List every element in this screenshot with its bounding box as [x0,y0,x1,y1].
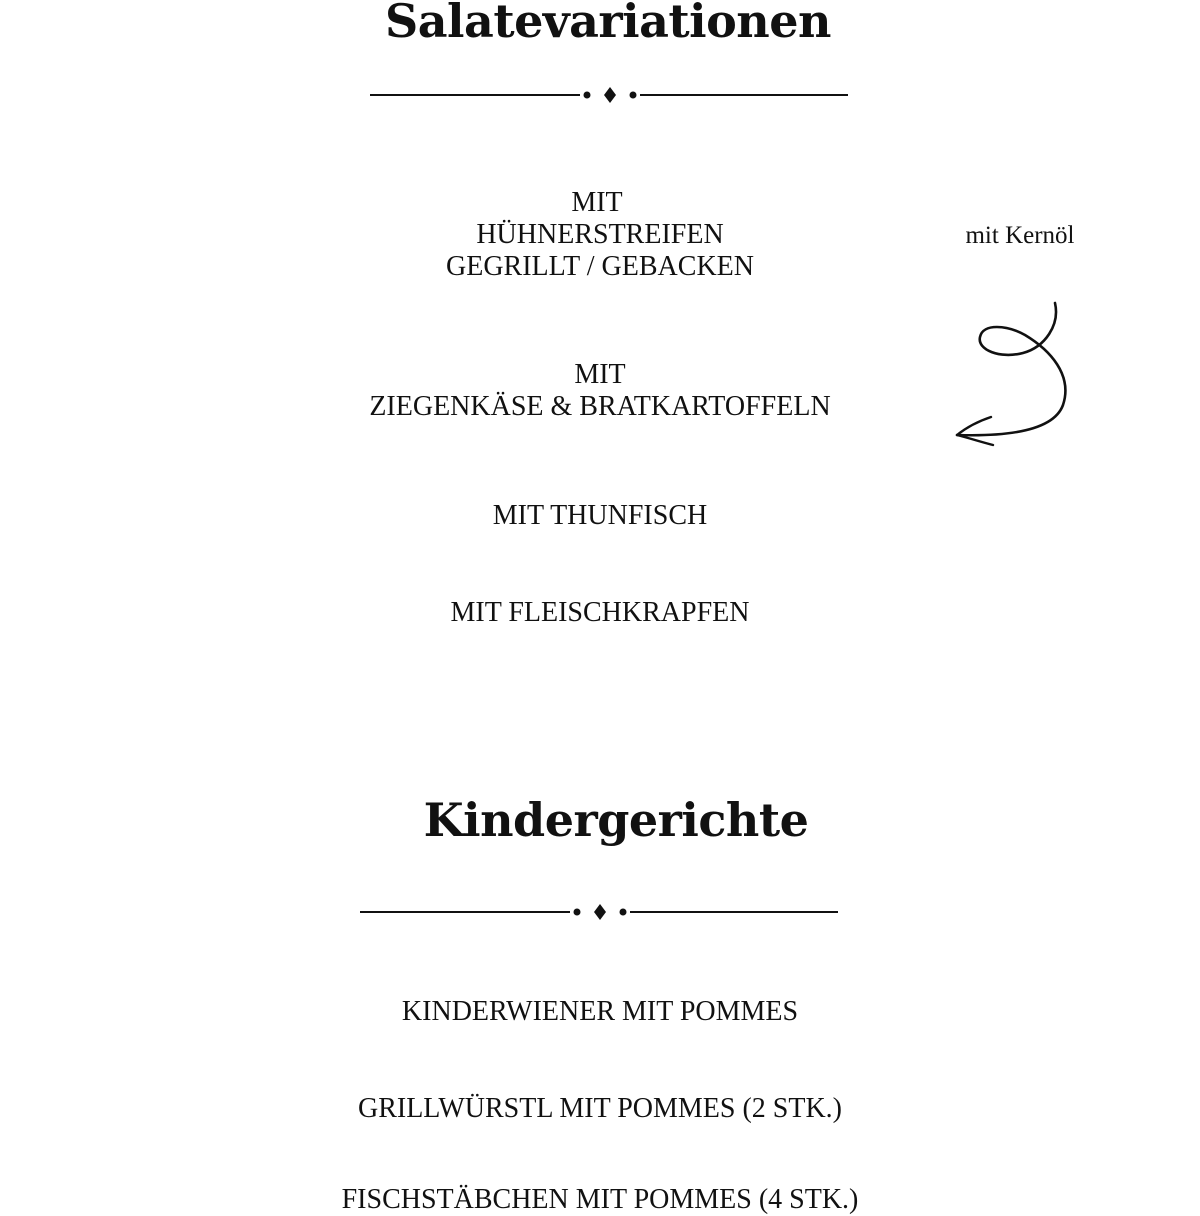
menu-item-line: MIT FLEISCHKRAPFEN [450,597,750,628]
menu-item-line: MIT [574,359,626,390]
ornamental-divider-icon [370,85,850,105]
menu-item-grillwuerstl [0,1093,1200,1125]
menu-item-line: KINDERWIENER MIT POMMES [401,996,799,1027]
section-title-kindergerichte: Kindergerichte [423,793,809,847]
menu-item-thunfisch [0,500,1200,532]
menu-item-line: GRILLWÜRSTL MIT POMMES (2 STK.) [357,1093,843,1124]
menu-item-line: FISCHSTÄBCHEN MIT POMMES (4 STK.) [341,1184,859,1215]
ornamental-divider-icon [360,902,840,922]
menu-item-fleischkrapfen [0,597,1200,629]
section-title-salatevariationen: Salatevariationen [385,0,831,48]
kernoel-note: mit Kernöl [965,222,1075,249]
menu-item-kinderwiener [0,996,1200,1028]
curly-arrow-icon [945,295,1085,455]
menu-item-fischstaebchen [0,1184,1200,1216]
menu-item-line: ZIEGENKÄSE & BRATKARTOFFELN [369,391,831,422]
menu-item-line: HÜHNERSTREIFEN [476,219,724,250]
menu-item-line: MIT THUNFISCH [492,500,708,531]
menu-item-line: MIT [571,187,623,218]
menu-item-line: GEGRILLT / GEBACKEN [446,251,754,282]
